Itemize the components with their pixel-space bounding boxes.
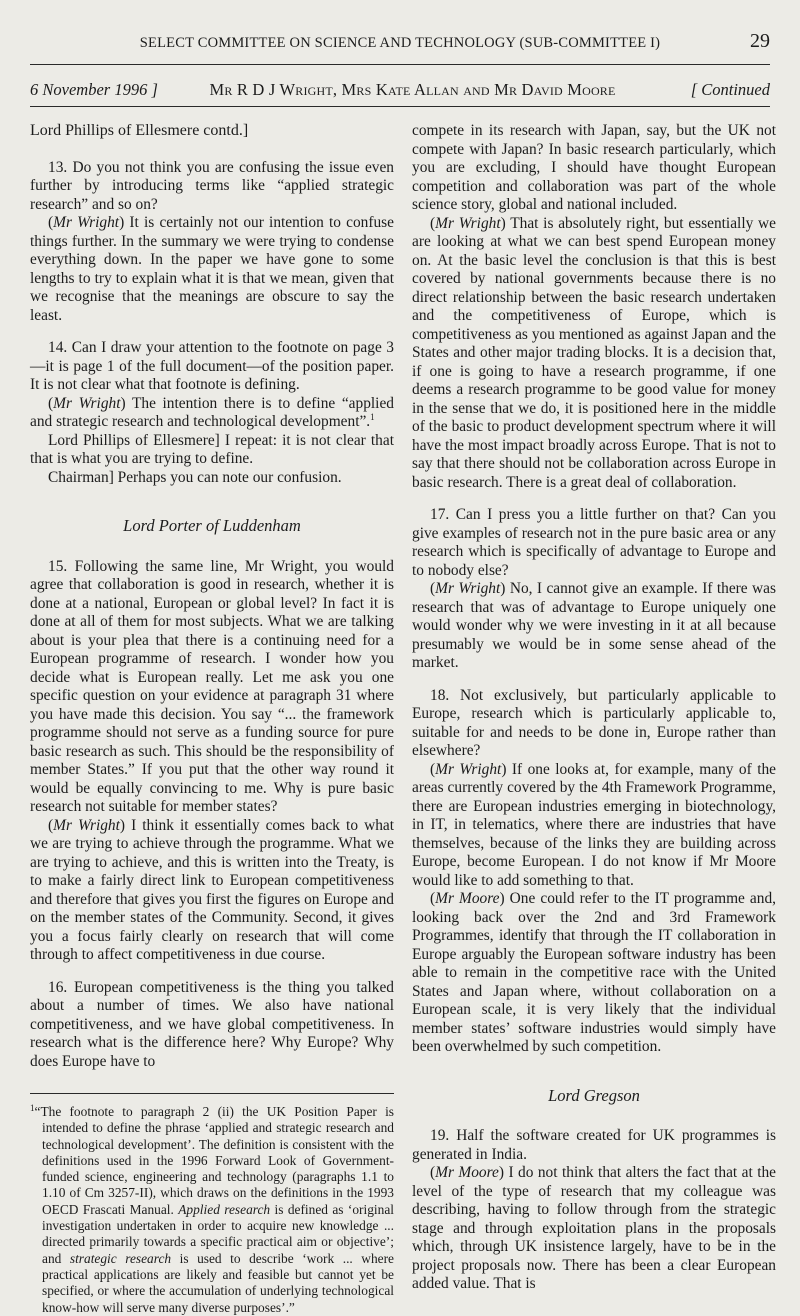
- speaker-heading: Lord Gregson: [548, 1085, 640, 1105]
- interjection-chairman: Chairman] Perhaps you can note our confusion.: [48, 468, 342, 486]
- witness-line: [30, 80, 770, 100]
- question-15: 15. Following the same line, Mr Wright, you would agree that collaboration is good in research, whether it is done at a national, European or global level? In fact it is done at all of them for most subjects. What we are talking about is your plea that there is a continuing need for a European programme of research. I wonder how you decide what is European really. Let me ask you one specific question on your evidence at paragraph 31 where you have made this decision. You say “... the framework programme should not serve as a funding source for pure basic research as such. This should be the responsibility of member States.” If you put that the other way round it would be equally convincing to me. Why is pure basic research not suitable for member states?: [30, 557, 394, 815]
- term-strategic-research: strategic research: [69, 1250, 172, 1266]
- answer-speaker: Mr Wright: [435, 760, 502, 778]
- answer-speaker: Mr Moore: [435, 890, 500, 907]
- answer-13: (Mr Wright) It is certainly not our intention to confuse things further. In the summary we were trying to condense everything down. In the paper we have gone to some lengths to try to explain what it is that we mean, given that we recognise that the meanings are obscure to say the least.: [30, 214, 394, 324]
- right-column: [412, 122, 776, 1294]
- question-14: 14. Can I draw your attention to the footnote on page 3—it is page 1 of the full document—of the position paper. It is not clear what that footnote is defining.: [30, 339, 394, 393]
- answer-speaker: Mr Wright: [435, 580, 501, 597]
- question-19: 19. Half the software created for UK programmes is generated in India.: [412, 1127, 776, 1163]
- answer-speaker: Mr Wright: [435, 214, 501, 232]
- question-16-continued: compete in its research with Japan, say, but the UK not compete with Japan? In basic research particularly, which you are excluding, I should have thought European competition and collaboration was part of the whole science story, global and national included.: [412, 122, 776, 213]
- question-17: 17. Can I press you a little further on that? Can you give examples of research not in the pure basic area or any research which is specifically of advantage to Europe and to nobody else?: [412, 506, 776, 579]
- question-13: 13. Do you not think you are confusing the issue even further by introducing terms like “applied strategic research” and so on?: [30, 158, 394, 213]
- witness-rule: [30, 106, 770, 107]
- footnote-marker: 1: [30, 1102, 35, 1113]
- footnote-rule: [30, 1093, 394, 1094]
- running-head: [30, 30, 770, 53]
- answer-speaker: Mr Wright: [53, 214, 120, 231]
- answer-17: (Mr Wright) No, I cannot give an example. If there was research that was of advantage to Europe uniquely one would wonder why we were investing in it at all because presumably we would be in some sense ahead of the market.: [412, 580, 776, 671]
- left-column: [30, 122, 394, 1316]
- interjection-phillips: Lord Phillips of Ellesmere] I repeat: it is not clear that that is what you are trying to define.: [30, 431, 394, 467]
- running-title: SELECT COMMITTEE ON SCIENCE AND TECHNOLOGY (SUB-COMMITTEE I): [139, 35, 661, 51]
- answer-14: (Mr Wright) The intention there is to define “applied and strategic research and technological development”.$^1$: [30, 394, 394, 430]
- answer-speaker: Mr Wright: [53, 816, 120, 834]
- term-applied-research: Applied research: [178, 1201, 271, 1217]
- footnote: $^1$“The footnote to paragraph 2 (ii) the UK Position Paper is intended to define the phrase ‘applied and strategic research and technological development’. The definition is consistent with the definitions used in the 1996 Forward Look of Government-funded science, engineering and technology (paragraphs 1.1 to 1.10 of Cm 3257-II), which draws on the definitions in the 1993 OECD Frascati Manual. Applied research is defined as ‘original investigation undertaken in order to acquire new knowledge ... directed primarily towards a specific practical aim or objective’; and strategic research is used to describe ‘work ... where practical applications are likely and feasible but cannot yet be specified, or where the accumulation of underlying technological know-how will serve many diverse purposes’.”: [30, 1102, 394, 1315]
- header-rule: [30, 64, 770, 65]
- witness-names: Mr R D J Wright, Mrs Kate Allan and Mr David Moore: [209, 80, 616, 99]
- continued-speaker: Lord Phillips of Ellesmere contd.]: [30, 122, 249, 139]
- session-date: 6 November 1996 ]: [30, 80, 158, 99]
- answer-speaker: Mr Moore: [435, 1164, 499, 1181]
- answer-speaker: Mr Wright: [53, 394, 121, 412]
- answer-19: (Mr Moore) I do not think that alters the fact that at the level of the type of research that my colleague was describing, having to follow through from the strategic stage and through exploitation plans in the proposals which, through UK insistence largely, have to be in the project proposals now. There has been a clear European added value. That is: [412, 1164, 776, 1292]
- answer-16: (Mr Wright) That is absolutely right, but essentially we are looking at what we can best spend European money on. At the basic level the conclusion is that this is best covered by national governments because there is no direct relationship between the basic research undertaken and the competitiveness of Europe, which is competitiveness as you mentioned as against Japan and the States and other major trading blocks. It is a decision that, if one is going to have a research programme, if one deems a research programme to be good value for money in the sense that we do, it is positioned here in the middle of the basic to product development spectrum where it will have the most impact broadly across Europe. That is not to say that there should not be collaboration across Europe in basic research. There is a great deal of collaboration.: [412, 214, 776, 491]
- speaker-heading: Lord Porter of Luddenham: [123, 516, 301, 535]
- continued-label: [ Continued: [690, 80, 770, 99]
- answer-15: (Mr Wright) I think it essentially comes back to what we are trying to achieve through the programme. What we are trying to achieve, and this is written into the Treaty, is to make a fairly direct link to European competitiveness and therefore that gives you first the figures on Europe and on the member states of the Community. Second, it gives you a focus fairly clearly on research that will come through to affect competitiveness in due course.: [30, 816, 394, 963]
- question-16: 16. European competitiveness is the thing you talked about a number of times. We also have national competitiveness, and we have global competitiveness. In research what is the difference here? Why Europe? Why does Europe have to: [30, 978, 394, 1070]
- page-number: 29: [750, 30, 770, 52]
- footnote-reference: 1: [370, 411, 375, 422]
- answer-18: (Mr Wright) If one looks at, for example, many of the areas currently covered by the 4th Framework Programme, there are European industries emerging in biotechnology, in IT, in telematics, where there are industries that have themselves, because of the links they are building across Europe, become European. I do not know if Mr Moore would like to add something to that.: [412, 760, 777, 889]
- question-18: 18. Not exclusively, but particularly applicable to Europe, research which is particularly applicable to, suitable for and needs to be done in, Europe rather than elsewhere?: [412, 686, 776, 759]
- answer-18-moore: (Mr Moore) One could refer to the IT programme and, looking back over the 2nd and 3rd Framework Programmes, identify that through the IT collaboration in Europe arguably the European software industry has been able to remain in the competitive race with the United States and Japan where, without collaboration on a European scale, it is very likely that the individual member states’ software industries would simply have been overwhelmed by such competition.: [412, 890, 777, 1055]
